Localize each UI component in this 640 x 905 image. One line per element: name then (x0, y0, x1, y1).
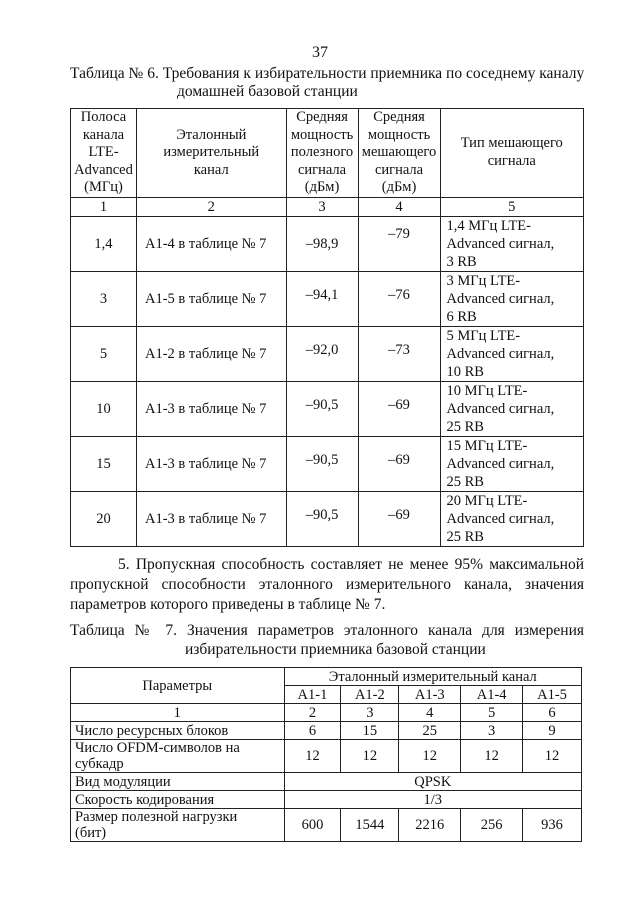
table-row (71, 326, 584, 381)
wanted-cell: –98,9 (286, 216, 358, 271)
signal-cell (440, 271, 583, 326)
signal-line: 25 RB (446, 528, 484, 545)
header-line: Полоса (80, 109, 127, 125)
interferer-cell: –69 (358, 436, 440, 491)
coding-value: 1/3 (284, 791, 581, 809)
channel-cell: A1-5 в таблице № 7 (136, 271, 286, 326)
header-line: (МГц) (84, 179, 123, 195)
paragraph-5 (70, 555, 584, 615)
signal-line: 3 МГц LTE- (446, 272, 521, 289)
header-line: сигнала (374, 161, 424, 178)
table-row (71, 740, 582, 773)
signal-cell (440, 216, 583, 271)
table6-caption (70, 65, 590, 101)
rb-value: 25 (399, 722, 461, 740)
interferer-cell: –73 (358, 326, 440, 381)
column-number: 6 (523, 704, 582, 722)
column-number: 4 (358, 197, 440, 216)
signal-line: 10 МГц LTE- (446, 382, 528, 399)
signal-line: 25 RB (446, 418, 484, 435)
table7-header-row (71, 668, 582, 686)
table-row (71, 381, 584, 436)
signal-line: 25 RB (446, 473, 484, 490)
channel-cell: A1-3 в таблице № 7 (136, 381, 286, 436)
signal-line: Advanced сигнал, (446, 235, 555, 252)
header-line: Эталонный (176, 126, 247, 143)
paragraph-line: параметров которого приведены в таблице № 7. (70, 596, 386, 613)
table-row (71, 722, 582, 740)
band-cell: 20 (71, 491, 137, 546)
wanted-cell: –90,5 (286, 491, 358, 546)
header-line: Средняя (296, 109, 348, 125)
table7-caption-line2: избирательности приемника базовой станции (185, 641, 486, 658)
table-row (71, 216, 584, 271)
table7-column-numbers (71, 704, 582, 722)
signal-cell (440, 491, 583, 546)
label-line: субкадр (75, 756, 124, 772)
table6-header-interferer (358, 109, 440, 198)
signal-line: Advanced сигнал, (446, 510, 555, 527)
rb-value: 3 (461, 722, 523, 740)
signal-cell (440, 326, 583, 381)
paragraph-line: 5. Пропускная способность составляет не менее 95% максимальной (118, 556, 584, 573)
header-line: канала (82, 126, 125, 143)
header-line: мощность (290, 126, 354, 143)
payload-value: 256 (461, 809, 523, 842)
wanted-cell: –90,5 (286, 381, 358, 436)
payload-value: 1544 (341, 809, 399, 842)
channel-header: A1-5 (523, 686, 582, 704)
modulation-label: Вид модуляции (71, 773, 285, 791)
table-row (71, 436, 584, 491)
signal-line: Advanced сигнал, (446, 345, 555, 362)
column-number: 3 (341, 704, 399, 722)
header-line: сигнала (297, 161, 347, 178)
signal-cell (440, 381, 583, 436)
ofdm-value: 12 (284, 740, 341, 773)
rb-value: 9 (523, 722, 582, 740)
table-row (71, 791, 582, 809)
interferer-cell: –76 (358, 271, 440, 326)
band-cell: 3 (71, 271, 137, 326)
header-line: (дБм) (304, 179, 340, 195)
label-line: (бит) (75, 825, 107, 841)
header-line: сигнала (487, 152, 536, 169)
wanted-cell: –94,1 (286, 271, 358, 326)
rb-value: 6 (284, 722, 341, 740)
table-row (71, 271, 584, 326)
interferer-cell: –69 (358, 381, 440, 436)
table6-column-numbers (71, 197, 584, 216)
table6-header-wanted (286, 109, 358, 198)
channel-cell: A1-2 в таблице № 7 (136, 326, 286, 381)
signal-cell (440, 436, 583, 491)
modulation-value: QPSK (284, 773, 581, 791)
ofdm-value: 12 (341, 740, 399, 773)
column-number: 3 (286, 197, 358, 216)
band-cell: 5 (71, 326, 137, 381)
header-line: Тип мешающего (460, 135, 563, 152)
column-number: 1 (71, 704, 285, 722)
table6-header-band (71, 109, 137, 198)
signal-line: 6 RB (446, 308, 477, 325)
interferer-cell: –79 (358, 216, 440, 271)
table-row (71, 773, 582, 791)
table7-caption-line1: Таблица № 7. Значения параметров эталонного канала для измерения (70, 622, 584, 639)
header-line: Средняя (373, 109, 425, 125)
signal-line: Advanced сигнал, (446, 455, 555, 472)
table6-caption-line1: Таблица № 6. Требования к избирательности приемника по соседнему каналу (70, 65, 585, 82)
column-number: 5 (461, 704, 523, 722)
wanted-cell: –90,5 (286, 436, 358, 491)
channel-header: A1-4 (461, 686, 523, 704)
table7-caption (70, 621, 584, 659)
payload-value: 936 (523, 809, 582, 842)
signal-line: 5 МГц LTE- (446, 327, 521, 344)
payload-value: 600 (284, 809, 341, 842)
table6-header-row (71, 109, 584, 198)
ofdm-value: 12 (399, 740, 461, 773)
signal-line: 15 МГц LTE- (446, 437, 528, 454)
header-line: полезного (290, 144, 354, 160)
table6-header-channel (136, 109, 286, 198)
column-number: 1 (71, 197, 137, 216)
page-number: 37 (312, 44, 328, 61)
rb-value: 15 (341, 722, 399, 740)
coding-label: Скорость кодирования (71, 791, 285, 809)
signal-line: Advanced сигнал, (446, 290, 555, 307)
signal-line: 10 RB (446, 363, 484, 380)
header-line: измерительный (163, 144, 260, 160)
header-line: (дБм) (381, 179, 417, 195)
table6-header-signal-type (440, 109, 583, 198)
band-cell: 1,4 (71, 216, 137, 271)
label-line: Число OFDM-символов на (75, 740, 240, 756)
channel-cell: A1-3 в таблице № 7 (136, 491, 286, 546)
ofdm-label (71, 740, 285, 773)
band-cell: 10 (71, 381, 137, 436)
wanted-cell: –92,0 (286, 326, 358, 381)
interferer-cell: –69 (358, 491, 440, 546)
rb-label: Число ресурсных блоков (71, 722, 285, 740)
header-line: мощность (367, 126, 431, 143)
channel-cell: A1-3 в таблице № 7 (136, 436, 286, 491)
signal-line: 20 МГц LTE- (446, 492, 528, 509)
header-line: Advanced (74, 161, 133, 178)
signal-line: Advanced сигнал, (446, 400, 555, 417)
table6-caption-line2: домашней базовой станции (177, 83, 358, 100)
table7 (70, 667, 582, 842)
channel-header: A1-3 (399, 686, 461, 704)
signal-line: 1,4 МГц LTE- (446, 217, 531, 234)
column-number: 2 (136, 197, 286, 216)
channel-cell: A1-4 в таблице № 7 (136, 216, 286, 271)
header-line: канал (193, 161, 229, 178)
table6 (70, 108, 584, 547)
column-number: 4 (399, 704, 461, 722)
payload-value: 2216 (399, 809, 461, 842)
channel-header: A1-1 (284, 686, 341, 704)
table-row (71, 491, 584, 546)
header-line: LTE- (88, 144, 119, 160)
header-line: мешающего (361, 144, 437, 160)
channel-header: A1-2 (341, 686, 399, 704)
paragraph-line: пропускной способности эталонного измерительного канала, значения (70, 576, 584, 593)
table7-header-group: Эталонный измерительный канал (284, 668, 581, 686)
payload-label (71, 809, 285, 842)
table-row (71, 809, 582, 842)
signal-line: 3 RB (446, 253, 477, 270)
column-number: 2 (284, 704, 341, 722)
column-number: 5 (440, 197, 583, 216)
band-cell: 15 (71, 436, 137, 491)
ofdm-value: 12 (523, 740, 582, 773)
label-line: Размер полезной нагрузки (75, 809, 238, 825)
ofdm-value: 12 (461, 740, 523, 773)
table7-header-params: Параметры (71, 668, 285, 704)
